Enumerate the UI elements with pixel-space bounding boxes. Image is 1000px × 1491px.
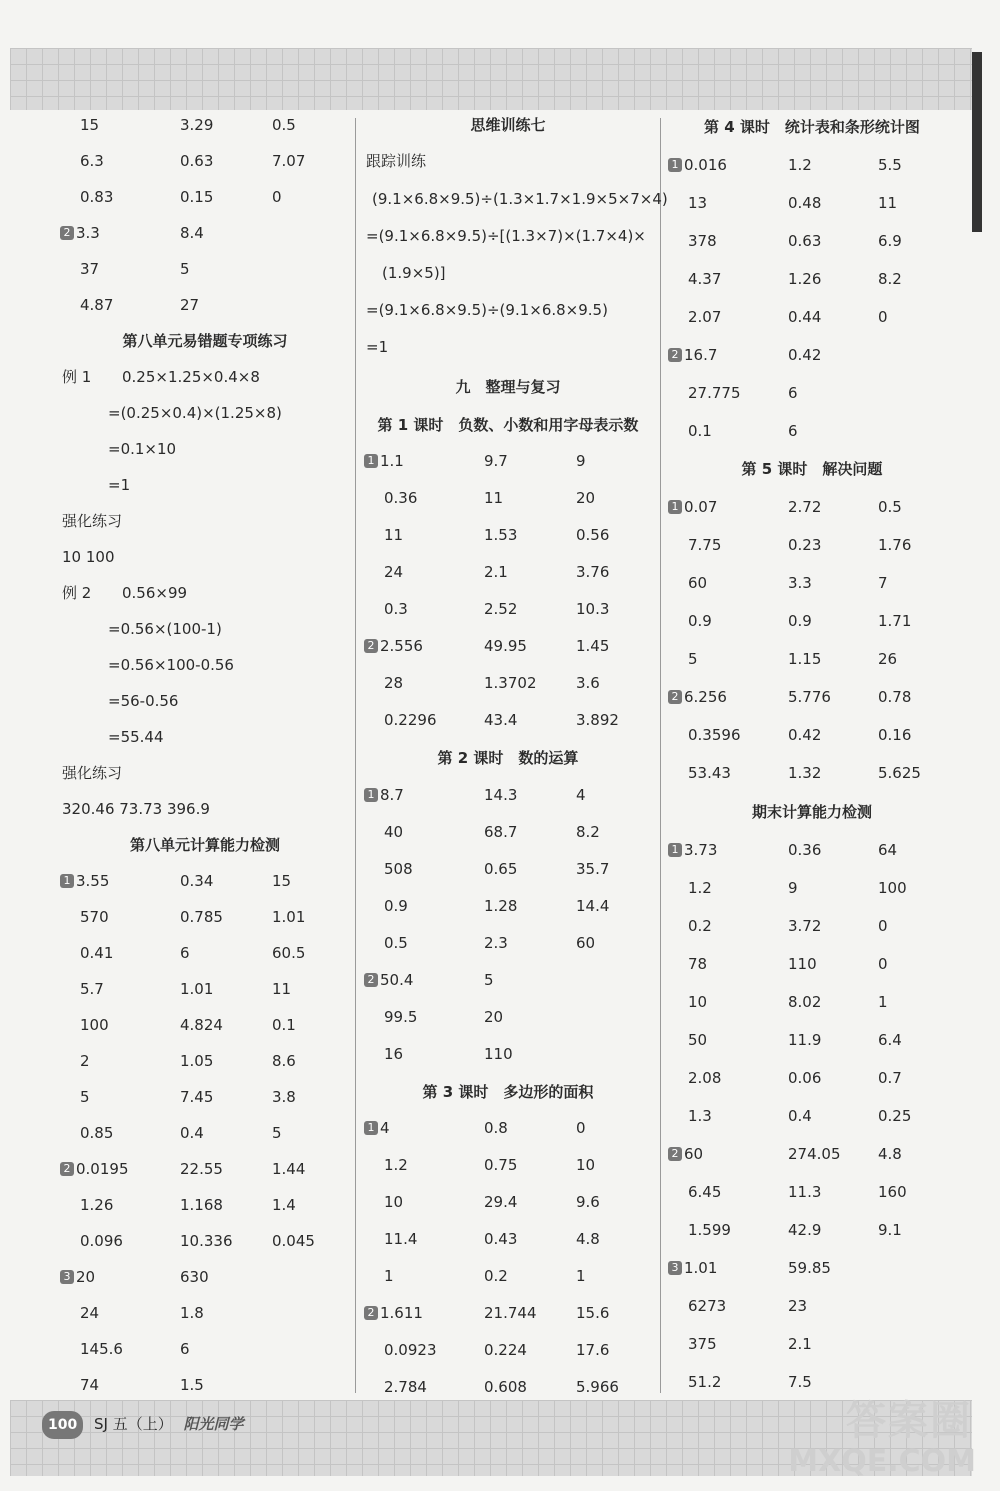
lesson5-q1-cell: 0.9 <box>788 612 812 630</box>
final-q3-number-marker: 3 <box>668 1261 682 1275</box>
lesson3-q1-cell: 0.2 <box>484 1267 508 1285</box>
left-calc2-cell: 1.168 <box>180 1196 223 1214</box>
left-block2-cell: 37 <box>80 260 100 278</box>
final-q1-cell: 0.06 <box>788 1069 822 1087</box>
left-calc3-cell: 24 <box>80 1304 100 1322</box>
lesson2-q2-cell: 99.5 <box>384 1008 418 1026</box>
left-calc1-cell: 2 <box>80 1052 90 1070</box>
final-q2-cell: 1.599 <box>688 1221 731 1239</box>
lesson4-q2-cell: 0.42 <box>788 346 822 364</box>
final-q1-cell: 64 <box>878 841 898 859</box>
lesson2-q1-cell: 1 8.7 <box>364 780 404 810</box>
left-block2-number-marker: 2 <box>60 226 74 240</box>
lesson2-q1-cell: 35.7 <box>576 860 610 878</box>
lesson3-q1-cell: 29.4 <box>484 1193 518 1211</box>
final-q1-cell: 1 3.73 <box>668 835 717 865</box>
lesson1-q2-cell: 43.4 <box>484 711 518 729</box>
final-title: 期末计算能力检测 <box>751 803 872 821</box>
left-calc2-number-marker: 2 <box>60 1162 74 1176</box>
lesson3-q2-cell: 0.0923 <box>384 1341 437 1359</box>
lesson4-q1-cell: 0 <box>878 308 888 326</box>
left-calc-heading: 第八单元计算能力检测 <box>129 836 280 854</box>
final-q1-cell: 0.36 <box>788 841 822 859</box>
lesson1-q2-cell: 28 <box>384 674 404 692</box>
lesson4-q1-cell: 378 <box>688 232 717 250</box>
lesson4-q1-cell: 0.44 <box>788 308 822 326</box>
lesson4-q1-number-marker: 1 <box>668 158 682 172</box>
left-block1-cell: 0.63 <box>180 152 214 170</box>
left-block1-cell: 0.15 <box>180 188 214 206</box>
middle-think-heading: 思维训练七 <box>470 116 546 134</box>
lesson3-q2-cell: 5.966 <box>576 1378 619 1396</box>
lesson2-q2-cell: 110 <box>484 1045 513 1063</box>
final-q1-row <box>0 873 1000 903</box>
final-q2-cell: 42.9 <box>788 1221 822 1239</box>
left-calc2-cell: 0.045 <box>272 1232 315 1250</box>
left-block1-cell: 3.29 <box>180 116 214 134</box>
lesson5-q2-cell: 2 6.256 <box>668 682 727 712</box>
final-q2-cell: 274.05 <box>788 1145 841 1163</box>
lesson4-q1-cell: 0.48 <box>788 194 822 212</box>
lesson3-q2-cell: 21.744 <box>484 1304 537 1322</box>
left-calc3-cell: 6 <box>180 1340 190 1358</box>
edition-label: SJ 五（上） <box>94 1415 173 1433</box>
example1-line: =1 <box>108 476 131 494</box>
practice1-answer: 10 100 <box>62 548 115 566</box>
lesson3-q2-cell: 0.608 <box>484 1378 527 1396</box>
final-q1-cell: 100 <box>878 879 907 897</box>
lesson3-q1-cell: 10 <box>384 1193 404 1211</box>
lesson5-q1-cell: 1.15 <box>788 650 822 668</box>
lesson1-q1-cell: 0.36 <box>384 489 418 507</box>
left-calc1-cell: 15 <box>272 872 292 890</box>
final-q1-cell: 0 <box>878 917 888 935</box>
lesson3-q1-cell: 4.8 <box>576 1230 600 1248</box>
lesson4-q1-cell: 2.07 <box>688 308 722 326</box>
lesson4-q1-row <box>0 226 1000 256</box>
left-calc1-number-marker: 1 <box>60 874 74 888</box>
lesson5-q2-cell: 1.32 <box>788 764 822 782</box>
left-block1-cell: 15 <box>80 116 100 134</box>
left-calc1-cell: 1.05 <box>180 1052 214 1070</box>
lesson1-q1-cell: 1 1.1 <box>364 446 404 476</box>
page-number: 100 <box>42 1411 83 1439</box>
left-calc2-cell: 1.4 <box>272 1196 296 1214</box>
page-footer <box>42 1410 244 1438</box>
final-q3-cell: 51.2 <box>688 1373 722 1391</box>
lesson5-q2-cell: 53.43 <box>688 764 731 782</box>
left-block1-cell: 0.83 <box>80 188 114 206</box>
lesson4-title: 第 4 课时 统计表和条形统计图 <box>704 118 920 136</box>
lesson3-q1-cell: 1 4 <box>364 1113 390 1143</box>
example2-line: =0.56×(100-1) <box>108 620 222 638</box>
left-calc1-cell: 8.6 <box>272 1052 296 1070</box>
final-q2-cell: 6.45 <box>688 1183 722 1201</box>
lesson1-q2-cell: 1.3702 <box>484 674 537 692</box>
left-calc1-cell: 0.85 <box>80 1124 114 1142</box>
final-q1-cell: 0.2 <box>688 917 712 935</box>
lesson5-q2-row <box>0 720 1000 750</box>
left-calc1-cell: 0.41 <box>80 944 114 962</box>
lesson2-q2-cell: 2 50.4 <box>364 965 413 995</box>
lesson2-q1-cell: 508 <box>384 860 413 878</box>
lesson5-q1-cell: 5 <box>688 650 698 668</box>
lesson1-q2-cell: 1.45 <box>576 637 610 655</box>
final-q1-cell: 0.25 <box>878 1107 912 1125</box>
lesson5-q1-cell: 0.9 <box>688 612 712 630</box>
final-q1-cell: 1.2 <box>688 879 712 897</box>
lesson3-q2-cell: 0.224 <box>484 1341 527 1359</box>
final-q1-row <box>0 1101 1000 1131</box>
lesson5-q1-cell: 7 <box>878 574 888 592</box>
lesson3-q2-cell: 2.784 <box>384 1378 427 1396</box>
final-q2-cell: 2 60 <box>668 1139 703 1169</box>
lesson1-q1-cell: 10.3 <box>576 600 610 618</box>
example1-line: 0.25×1.25×0.4×8 <box>122 368 260 386</box>
lesson5-q1-row <box>0 530 1000 560</box>
lesson2-q1-cell: 14.4 <box>576 897 610 915</box>
final-q2-cell: 160 <box>878 1183 907 1201</box>
final-q2-row <box>0 1215 1000 1245</box>
lesson5-q1-cell: 60 <box>688 574 708 592</box>
left-calc1-cell: 100 <box>80 1016 109 1034</box>
final-q1-cell: 1.3 <box>688 1107 712 1125</box>
track-line: =(9.1×6.8×9.5)÷[(1.3×7)×(1.7×4)× <box>366 227 646 245</box>
lesson5-q1-cell: 7.75 <box>688 536 722 554</box>
left-block2-cell: 8.4 <box>180 224 204 242</box>
lesson4-q2-cell: 2 16.7 <box>668 340 717 370</box>
lesson3-title: 第 3 课时 多边形的面积 <box>422 1083 594 1101</box>
final-q3-row <box>0 1329 1000 1359</box>
left-calc3-cell: 1.5 <box>180 1376 204 1394</box>
lesson5-q2-cell: 5.776 <box>788 688 831 706</box>
lesson4-q1-row <box>0 188 1000 218</box>
final-q3-cell: 6273 <box>688 1297 727 1315</box>
lesson2-q1-cell: 0.65 <box>484 860 518 878</box>
lesson2-q1-cell: 60 <box>576 934 596 952</box>
lesson5-q1-cell: 0.23 <box>788 536 822 554</box>
final-q1-row <box>0 1025 1000 1055</box>
lesson1-q1-cell: 11 <box>484 489 504 507</box>
left-calc1-cell: 1.01 <box>180 980 214 998</box>
lesson5-q2-cell: 0.78 <box>878 688 912 706</box>
lesson4-q2-row <box>0 340 1000 370</box>
lesson4-q2-cell: 0.1 <box>688 422 712 440</box>
lesson5-q1-cell: 1.71 <box>878 612 912 630</box>
left-block2-cell: 5 <box>180 260 190 278</box>
final-q1-row <box>0 987 1000 1017</box>
left-calc1-cell: 5 <box>80 1088 90 1106</box>
final-q3-row <box>0 1367 1000 1397</box>
lesson1-q1-cell: 9 <box>576 452 586 470</box>
left-calc1-cell: 4.824 <box>180 1016 223 1034</box>
lesson5-q1-row <box>0 568 1000 598</box>
lesson1-q1-cell: 20 <box>576 489 596 507</box>
track-line: (1.9×5)] <box>382 264 446 282</box>
watermark-url: MXQE.COM <box>788 1444 976 1479</box>
lesson5-q2-number-marker: 2 <box>668 690 682 704</box>
left-block1-cell: 6.3 <box>80 152 104 170</box>
lesson1-q2-cell: 49.95 <box>484 637 527 655</box>
left-calc1-cell: 7.45 <box>180 1088 214 1106</box>
lesson1-q1-cell: 3.76 <box>576 563 610 581</box>
final-q2-cell: 4.8 <box>878 1145 902 1163</box>
lesson1-q2-number-marker: 2 <box>364 639 378 653</box>
lesson1-q1-cell: 11 <box>384 526 404 544</box>
final-q1-cell: 78 <box>688 955 708 973</box>
lesson4-q1-cell: 5.5 <box>878 156 902 174</box>
lesson1-q2-cell: 3.892 <box>576 711 619 729</box>
left-calc1-cell: 60.5 <box>272 944 306 962</box>
lesson1-q2-cell: 0.2296 <box>384 711 437 729</box>
lesson4-q1-row <box>0 302 1000 332</box>
final-q1-cell: 11.9 <box>788 1031 822 1049</box>
left-calc2-cell: 0.096 <box>80 1232 123 1250</box>
final-q2-number-marker: 2 <box>668 1147 682 1161</box>
lesson1-title: 第 1 课时 负数、小数和用字母表示数 <box>377 416 639 434</box>
lesson1-q1-number-marker: 1 <box>364 454 378 468</box>
lesson2-q1-cell: 40 <box>384 823 404 841</box>
left-calc2-cell: 1.44 <box>272 1160 306 1178</box>
left-calc1-cell: 0.4 <box>180 1124 204 1142</box>
middle-review-heading: 九 整理与复习 <box>455 378 561 396</box>
final-q1-cell: 3.72 <box>788 917 822 935</box>
final-q3-cell: 59.85 <box>788 1259 831 1277</box>
final-q3-cell: 375 <box>688 1335 717 1353</box>
lesson3-q1-cell: 0 <box>576 1119 586 1137</box>
lesson4-q2-row <box>0 416 1000 446</box>
final-q1-cell: 1 <box>878 993 888 1011</box>
final-q2-row <box>0 1139 1000 1169</box>
lesson2-q1-cell: 14.3 <box>484 786 518 804</box>
example2-label: 例 2 <box>62 584 92 602</box>
lesson4-q1-cell: 11 <box>878 194 898 212</box>
left-calc1-cell: 5 <box>272 1124 282 1142</box>
left-calc3-number-marker: 3 <box>60 1270 74 1284</box>
lesson5-q1-number-marker: 1 <box>668 500 682 514</box>
lesson2-q1-cell: 0.9 <box>384 897 408 915</box>
lesson3-q1-cell: 1.2 <box>384 1156 408 1174</box>
final-q2-cell: 9.1 <box>878 1221 902 1239</box>
lesson5-q1-cell: 3.3 <box>788 574 812 592</box>
lesson1-q1-cell: 2.1 <box>484 563 508 581</box>
practice2-answer: 320.46 73.73 396.9 <box>62 800 210 818</box>
lesson2-q1-number-marker: 1 <box>364 788 378 802</box>
lesson4-q2-number-marker: 2 <box>668 348 682 362</box>
lesson5-title: 第 5 课时 解决问题 <box>741 460 883 478</box>
lesson4-q1-cell: 1.2 <box>788 156 812 174</box>
lesson1-q2-cell: 3.6 <box>576 674 600 692</box>
left-calc1-cell: 1.01 <box>272 908 306 926</box>
example2-line: =56-0.56 <box>108 692 179 710</box>
lesson2-title: 第 2 课时 数的运算 <box>437 749 579 767</box>
lesson5-q1-cell: 1 0.07 <box>668 492 717 522</box>
final-q2-cell: 11.3 <box>788 1183 822 1201</box>
left-calc3-cell: 630 <box>180 1268 209 1286</box>
final-q3-row <box>0 1291 1000 1321</box>
lesson5-q1-cell: 0.5 <box>878 498 902 516</box>
left-calc1-cell: 0.1 <box>272 1016 296 1034</box>
lesson4-q2-cell: 6 <box>788 422 798 440</box>
lesson5-q2-cell: 0.16 <box>878 726 912 744</box>
left-calc2-cell: 1.26 <box>80 1196 114 1214</box>
final-q1-cell: 8.02 <box>788 993 822 1011</box>
lesson3-q1-cell: 9.6 <box>576 1193 600 1211</box>
left-calc2-cell: 10.336 <box>180 1232 233 1250</box>
left-calc1-cell: 11 <box>272 980 292 998</box>
lesson2-q2-cell: 16 <box>384 1045 404 1063</box>
final-q3-cell: 2.1 <box>788 1335 812 1353</box>
example1-label: 例 1 <box>62 368 92 386</box>
lesson3-q1-number-marker: 1 <box>364 1121 378 1135</box>
lesson4-q1-cell: 6.9 <box>878 232 902 250</box>
lesson1-q1-cell: 2.52 <box>484 600 518 618</box>
lesson1-q1-cell: 0.3 <box>384 600 408 618</box>
lesson3-q1-cell: 0.75 <box>484 1156 518 1174</box>
lesson4-q1-cell: 8.2 <box>878 270 902 288</box>
final-q1-cell: 9 <box>788 879 798 897</box>
top-grid-band <box>10 48 972 110</box>
lesson3-q1-cell: 1 <box>576 1267 586 1285</box>
lesson5-q2-cell: 5.625 <box>878 764 921 782</box>
final-q1-cell: 110 <box>788 955 817 973</box>
left-calc2-cell: 2 0.0195 <box>60 1154 129 1184</box>
lesson5-q2-row <box>0 682 1000 712</box>
lesson5-q1-row <box>0 644 1000 674</box>
left-calc3-cell: 145.6 <box>80 1340 123 1358</box>
lesson3-q1-cell: 11.4 <box>384 1230 418 1248</box>
lesson4-q1-cell: 1 0.016 <box>668 150 727 180</box>
brand-logo: 阳光同学 <box>183 1415 244 1433</box>
lesson3-q2-cell: 15.6 <box>576 1304 610 1322</box>
left-calc1-cell: 5.7 <box>80 980 104 998</box>
lesson5-q2-cell: 0.3596 <box>688 726 741 744</box>
left-block2-cell: 4.87 <box>80 296 114 314</box>
lesson4-q1-row <box>0 150 1000 180</box>
lesson4-q1-cell: 1.26 <box>788 270 822 288</box>
lesson2-q1-cell: 0.5 <box>384 934 408 952</box>
lesson2-q2-number-marker: 2 <box>364 973 378 987</box>
lesson2-q1-cell: 8.2 <box>576 823 600 841</box>
lesson2-q1-cell: 4 <box>576 786 586 804</box>
left-calc1-cell: 0.34 <box>180 872 214 890</box>
lesson3-q1-cell: 0.43 <box>484 1230 518 1248</box>
final-q1-row <box>0 835 1000 865</box>
lesson2-q2-cell: 20 <box>484 1008 504 1026</box>
lesson5-q2-row <box>0 758 1000 788</box>
left-block2-cell: 27 <box>180 296 200 314</box>
final-q1-row <box>0 911 1000 941</box>
lesson3-q1-cell: 10 <box>576 1156 596 1174</box>
left-block1-cell: 0.5 <box>272 116 296 134</box>
example1-line: =(0.25×0.4)×(1.25×8) <box>108 404 282 422</box>
lesson2-q1-cell: 1.28 <box>484 897 518 915</box>
lesson3-q2-cell: 2 1.611 <box>364 1298 423 1328</box>
lesson3-q1-cell: 0.8 <box>484 1119 508 1137</box>
lesson1-q1-cell: 1.53 <box>484 526 518 544</box>
final-q1-number-marker: 1 <box>668 843 682 857</box>
practice1-label: 强化练习 <box>62 512 123 530</box>
final-q1-cell: 10 <box>688 993 708 1011</box>
lesson3-q2-number-marker: 2 <box>364 1306 378 1320</box>
final-q1-cell: 6.4 <box>878 1031 902 1049</box>
lesson5-q1-cell: 1.76 <box>878 536 912 554</box>
lesson2-q2-cell: 5 <box>484 971 494 989</box>
left-calc1-cell: 1 3.55 <box>60 866 109 896</box>
final-q3-cell: 23 <box>788 1297 808 1315</box>
left-calc2-cell: 22.55 <box>180 1160 223 1178</box>
left-calc3-cell: 3 20 <box>60 1262 95 1292</box>
final-q2-row <box>0 1177 1000 1207</box>
track-label: 跟踪训练 <box>366 152 427 170</box>
lesson2-q1-cell: 2.3 <box>484 934 508 952</box>
lesson4-q2-cell: 6 <box>788 384 798 402</box>
lesson3-q2-cell: 17.6 <box>576 1341 610 1359</box>
lesson5-q1-cell: 2.72 <box>788 498 822 516</box>
left-errors-heading: 第八单元易错题专项练习 <box>122 332 288 350</box>
lesson1-q2-cell: 2 2.556 <box>364 631 423 661</box>
practice2-label: 强化练习 <box>62 764 123 782</box>
lesson5-q1-row <box>0 606 1000 636</box>
left-calc1-cell: 6 <box>180 944 190 962</box>
lesson5-q2-cell: 0.42 <box>788 726 822 744</box>
track-line: (9.1×6.8×9.5)÷(1.3×1.7×1.9×5×7×4) <box>372 190 668 208</box>
example2-line: 0.56×99 <box>122 584 188 602</box>
lesson4-q1-cell: 13 <box>688 194 708 212</box>
left-calc1-cell: 570 <box>80 908 109 926</box>
left-calc3-cell: 1.8 <box>180 1304 204 1322</box>
final-q3-cell: 7.5 <box>788 1373 812 1391</box>
lesson2-q1-cell: 68.7 <box>484 823 518 841</box>
track-line: =1 <box>366 338 389 356</box>
lesson4-q1-cell: 4.37 <box>688 270 722 288</box>
final-q3-cell: 3 1.01 <box>668 1253 717 1283</box>
left-block1-cell: 0 <box>272 188 282 206</box>
left-calc3-cell: 74 <box>80 1376 100 1394</box>
final-q1-cell: 50 <box>688 1031 708 1049</box>
lesson4-q1-row <box>0 264 1000 294</box>
left-block1-cell: 7.07 <box>272 152 306 170</box>
final-q1-cell: 0.4 <box>788 1107 812 1125</box>
lesson5-q1-row <box>0 492 1000 522</box>
final-q1-cell: 0.7 <box>878 1069 902 1087</box>
watermark-title: 答案圈 <box>846 1398 972 1444</box>
final-q1-cell: 0 <box>878 955 888 973</box>
final-q3-row <box>0 1253 1000 1283</box>
lesson5-q1-cell: 26 <box>878 650 898 668</box>
lesson1-q1-cell: 9.7 <box>484 452 508 470</box>
lesson4-q1-cell: 0.63 <box>788 232 822 250</box>
lesson3-q1-cell: 1 <box>384 1267 394 1285</box>
example2-line: =55.44 <box>108 728 164 746</box>
final-q1-cell: 2.08 <box>688 1069 722 1087</box>
left-block2-cell: 2 3.3 <box>60 218 100 248</box>
lesson1-q1-cell: 0.56 <box>576 526 610 544</box>
example1-line: =0.1×10 <box>108 440 177 458</box>
example2-line: =0.56×100-0.56 <box>108 656 234 674</box>
lesson4-q2-cell: 27.775 <box>688 384 741 402</box>
lesson4-q2-row <box>0 378 1000 408</box>
final-q1-row <box>0 949 1000 979</box>
track-line: =(9.1×6.8×9.5)÷(9.1×6.8×9.5) <box>366 301 608 319</box>
left-calc1-cell: 3.8 <box>272 1088 296 1106</box>
final-q1-row <box>0 1063 1000 1093</box>
left-calc1-cell: 0.785 <box>180 908 223 926</box>
lesson1-q1-cell: 24 <box>384 563 404 581</box>
